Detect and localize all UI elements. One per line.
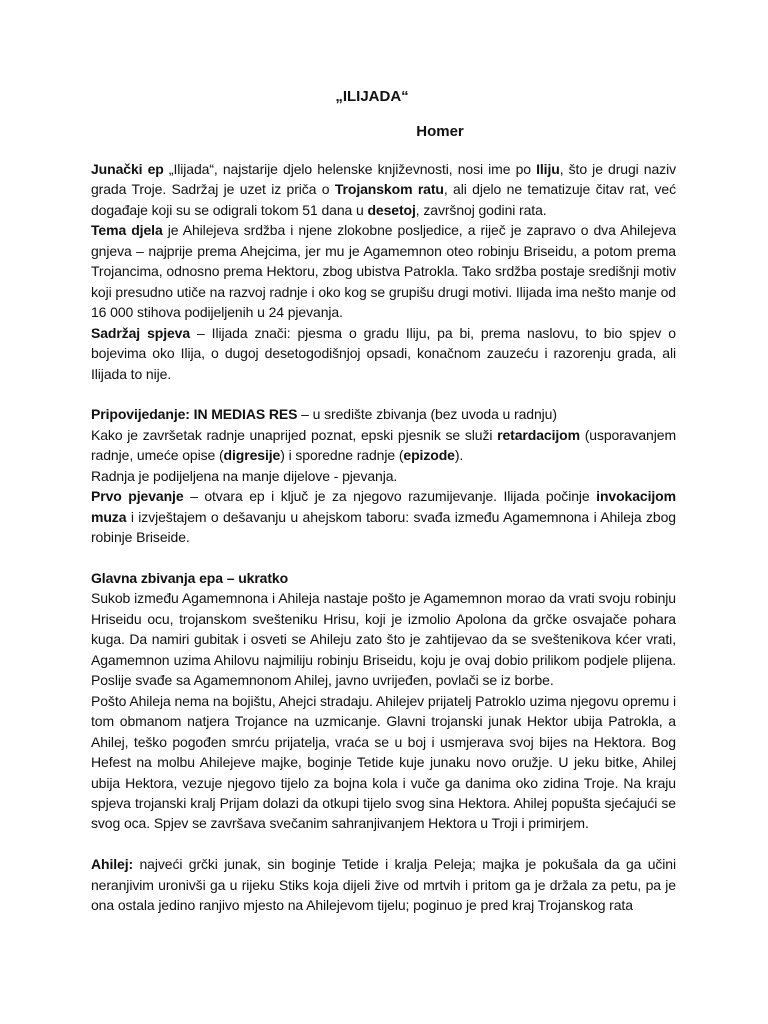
paragraph-intro <box>91 159 676 220</box>
bold-term: Iliju <box>536 161 560 177</box>
bold-term: Pripovijedanje: IN MEDIAS RES <box>91 406 298 423</box>
bold-term: Junački ep <box>91 161 164 177</box>
bold-term: Ahilej: <box>91 856 134 873</box>
text-run: (usporavanjem radnje, umeće opise ( <box>91 426 677 464</box>
bold-term: Trojanskom ratu <box>334 181 444 198</box>
paragraph-content <box>91 323 676 384</box>
text-run: – otvara ep i ključ je za njegovo razumijevanje. Ilijada počinje <box>183 488 597 505</box>
bold-term: epizode <box>403 447 455 464</box>
text-run: , ali djelo ne tematizuje čitav rat, već događaje koji su se odigrali tokom 51 dana u <box>91 181 676 218</box>
document-author: Homer <box>416 123 464 140</box>
text-run: ) i sporedne radnje ( <box>280 447 404 464</box>
bold-term: invokacijom muza <box>91 488 676 525</box>
paragraph-theme <box>91 220 676 322</box>
bold-term: retardacijom <box>497 426 580 443</box>
paragraph-events <box>91 691 676 834</box>
text-run: ). <box>454 447 464 464</box>
paragraph-retardation <box>91 425 676 466</box>
paragraph-narration <box>91 404 676 424</box>
text-run: , završnoj godini rata. <box>415 201 547 218</box>
document-title: „ILIJADA“ <box>335 88 409 105</box>
text-run: Sukob između Agamemnona i Ahileja nastaje pošto je Agamemnon morao da vrati svoju robinju Hriseidu ocu, trojanskom sveštеniku Hrisu, koji je izmolio Apolona da grčke osvajače pohara kuga. Da namiri gubitak i osveti se Ahileju zato što je zahtijevao da se sveštenikova kćer vrati, Agamemnon uzima Ahilovu najmiliju robinju Briseidu, koju je ovaj dobio prilikom podjele plijena. Poslije svađe sa Agamemnonom Ahilej, javno uvrijeđen, povlači se iz borbe. <box>91 590 676 689</box>
text-run: – Ilijada znači: pjesma o gradu Iliju, pa bi, prema naslovu, to bio spjev o bojevima oko Ilija, o dugoj desetogodišnjoj opsadi, konačnom zauzeću i razorenju grada, ali Ilijada to nije. <box>91 324 676 382</box>
heading-text: Glavna zbivanja epa – ukratko <box>91 570 289 587</box>
bold-term: Tema djela <box>91 222 163 239</box>
text-run: Kako je završetak radnje unaprijed poznat, epski pjesnik se služi <box>91 426 498 443</box>
text-run: Radnja je podijeljena na manje dijelove - pjevanja. <box>91 467 398 484</box>
paragraph-conflict <box>91 588 676 690</box>
bold-term: digresije <box>223 447 281 464</box>
paragraph-achilles <box>91 854 676 915</box>
section-heading-main-events <box>91 568 676 588</box>
bold-term: Prvo pjevanje <box>91 488 184 505</box>
paragraph-first-song <box>91 486 676 547</box>
text-run: , što je drugi naziv grada Troje. Sadržaj je uzet iz priča o <box>91 161 676 198</box>
text-run: – u središte zbivanja (bez uvoda u radnju) <box>297 406 557 423</box>
paragraph-division <box>91 466 676 486</box>
text-run: i izvještajem o dešavanju u ahejskom taboru: svađa između Agamemnona i Ahileja zbog robinje Briseide. <box>91 508 676 546</box>
bold-term: Sadržaj spjeva <box>91 324 191 341</box>
text-run: je Ahilejeva srdžba i njene zlokobne posljedice, a riječ je zapravo o dva Ahilejeva gnjeva – najprije prema Ahejcima, jer mu je Agamemnon oteo robinju Briseidu, a potom prema Trojancima, odnosno prema Hektoru, zbog ubistva Patrokla. Tako srdžba postaje središnji motiv koji presudno utiče na razvoj radnje i oko kog se grupišu drugi motivi. Ilijada ima nešto manje od 16 000 stihova podijeljenih u 24 pjevanja. <box>91 222 676 321</box>
document-body <box>91 159 676 916</box>
text-run: Pošto Ahileja nema na bojištu, Ahejci stradaju. Ahilejev prijatelj Patroklo uzima njegovu opremu i tom obmanom natjera Trojance na uzmicanje. Glavni trojanski junak Hektor ubija Patrokla, a Ahilej, teško pogođen smrću prijatelja, vraća se u boj i usmjerava svoj bijes na Hektora. Bog Hefest na molbu Ahilejeve majke, boginje Tetide kuje junaku novo oružje. U jeku bitke, Ahilej ubija Hektora, vezuje njegovo tijelo za bojna kola i vuče ga danima oko zidina Troje. Na kraju spjeva trojanski kralj Prijam dolazi da otkupi tijelo svog sina Hektora. Ahilej popušta sjećajući se svog oca. Spjev se završava svečanim sahranjivanjem Hektora u Troji i primirjem. <box>91 692 676 832</box>
text-run: „Ilijada“, najstarije djelo helenske književnosti, nosi ime po <box>163 161 537 177</box>
bold-term: desetoj <box>367 201 416 218</box>
text-run: najveći grčki junak, sin boginje Tetide i kralja Peleja; majka je pokušala da ga učini neranjivim uronivši ga u rijeku Stiks koja dijeli žive od mrtvih i pritom ga je držala za petu, pa je ona ostala jedino ranjivo mjesto na Ahilejevom tijelu; poginuo je pred kraj Trojanskog rata <box>91 856 676 914</box>
